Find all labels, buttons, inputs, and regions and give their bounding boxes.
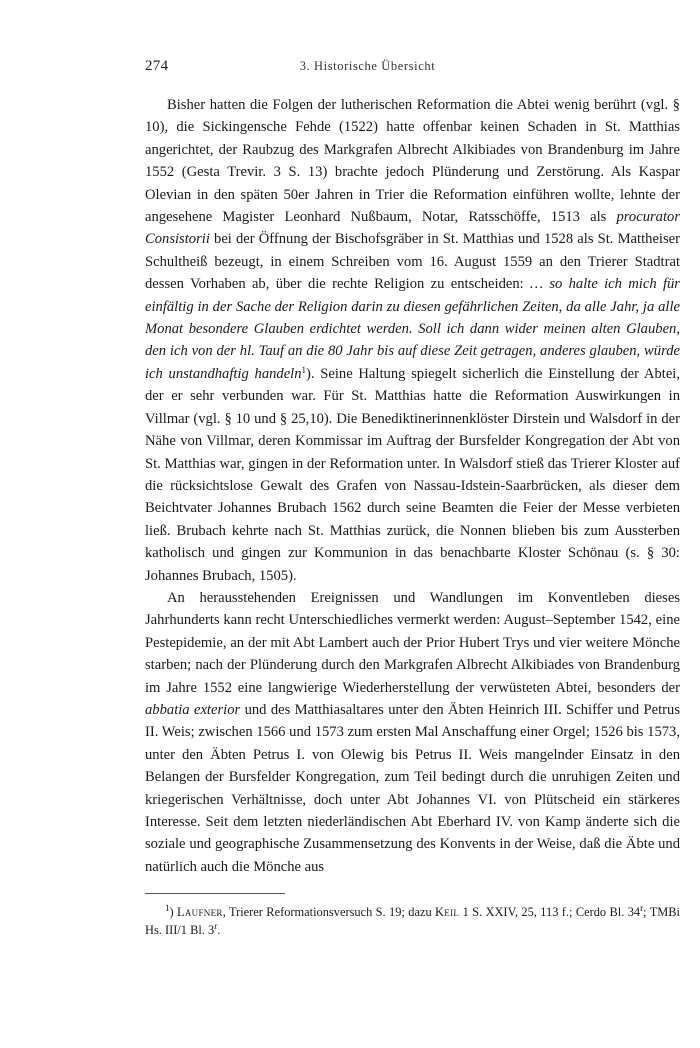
section-title: 3. Historische Übersicht: [299, 59, 436, 73]
italic-text: abbatia exterior: [145, 701, 241, 718]
text-run: ). Seine Haltung spiegelt sicherlich die Einstellung der Abtei, der er sehr verbunden war. Für St. Matthias hatte die Reformation Auswirkungen in Villmar (vgl. § 10 und § 25,10). Die Benediktinerinnenklöster Dirstein und Walsdorf in der Nähe von Villmar, deren Kommissar im Auftrag der Bursfelder Kongregation der Abt von St. Matthias war, gingen in der Reformation unter. In Walsdorf stieß das Trierer Kloster auf die rücksichtslose Gewalt des Grafen von Nassau-Idstein-Saarbrücken, als dieser dem Beichtvater Johannes Brubach 1562 durch seine Beamten die Feier der Messe verbieten ließ. Brubach kehrte nach St. Matthias zurück, die Nonnen blieben bis zum Aussterben katholisch und gingen zur Kommunion in das benachbarte Kloster Schönau (s. § 30: Johannes Brubach, 1505).: [145, 365, 680, 584]
footnote-rule: [145, 893, 285, 894]
body-text: [145, 94, 680, 878]
text-run: und des Matthiasaltares unter den Äbten Heinrich III. Schiffer und Petrus II. Weis; zwischen 1566 und 1573 zum ersten Mal Anschaffung einer Orgel; 1526 bis 1573, unter den Äbten Petrus I. von Olewig bis Petrus II. Weis mangelnder Einsatz in den Belangen der Bursfelder Kongregation, zum Teil bedingt durch die unruhigen Zeiten und kriegerischen Verhältnisse, doch unter Abt Johannes VI. von Plütscheid ein stärkeres Interesse. Seit dem letzten niederländischen Abt Eberhard IV. von Kamp änderte sich die soziale und geographische Zusammensetzung des Konvents in der Weise, daß die Äbte und natürlich auch die Mönche aus: [145, 701, 680, 875]
text-run: An herausstehenden Ereignissen und Wandlungen im Konventleben dieses Jahrhunderts kann recht Unterschiedliches vermerkt werden: August–September 1542, eine Pestepidemie, an der mit Abt Lambert auch der Prior Hubert Trys und vier weitere Mönche starben; nach der Plünderung durch den Markgrafen Albrecht Alkibiades von Brandenburg im Jahre 1552 eine langwierige Wiederherstellung der verwüsteten Abtei, besonders der: [145, 589, 680, 696]
text-run: , Trierer Reformationsversuch S. 19; dazu: [222, 905, 436, 919]
recto-marker: r: [640, 903, 644, 913]
paragraph: [145, 587, 680, 878]
text-run: bei der Öffnung der Bischofsgräber in St. Matthias und 1528 als St. Mattheiser Schultheiß bezeugt, in einem Schreiben vom 16. August 1559 an den Trierer Stadtrat dessen Vorhaben ab, über die rechte Religion zu entscheiden:: [145, 231, 680, 293]
footnote: $^1$) Laufner, Trierer Reformationsversuch S. 19; dazu Keil 1 S. XXIV, 25, 113 f.; Cerdo Bl. 34$^r$; TMBi Hs. III/1 Bl. 3$^r$.: [145, 903, 680, 937]
text-run: 1 S. XXIV, 25, 113 f.; Cerdo Bl. 34: [459, 905, 641, 919]
italic-text: … so halte ich mich für einfältig in der Sache der Religion darin zu diesen gefährlichen Zeiten, da alle Jahr, ja alle Monat besondere Glauben erdichtet werden. Soll ich dann wider meinen alten Glauben, den ich von der hl. Tauf an die 80 Jahr bis auf diese Zeit getragen, anderes glauben, würde ich unstandhaftig handeln: [145, 276, 680, 382]
footnote-marker: 1: [301, 364, 307, 375]
page-number: 274: [145, 58, 169, 74]
paragraph: [145, 94, 680, 587]
italic-text: procurator Consistorii: [145, 209, 680, 248]
text-run: Bisher hatten die Folgen der lutherischen Reformation die Abtei wenig berührt (vgl. § 10), die Sickingensche Fehde (1522) hatte offenbar keinen Schaden in St. Matthias angerichtet, der Raubzug des Markgrafen Albrecht Alkibiades von Brandenburg im Jahre 1552 (Gesta Trevir. 3 S. 13) brachte jedoch Plünderung und Zerstörung. Als Kaspar Olevian in den späten 50er Jahren in Trier die Reformation einführen wollte, lehnte der angesehene Magister Leonhard Nußbaum, Notar, Ratsschöffe, 1513 als: [145, 97, 680, 226]
author-name: Laufner: [177, 905, 223, 919]
footnote-number: 1: [165, 903, 170, 913]
author-name: Keil: [435, 905, 460, 919]
recto-marker: r: [214, 921, 218, 931]
text-run: ; TMBi Hs. III/1 Bl. 3: [145, 905, 680, 937]
text-run: .: [217, 923, 221, 937]
running-head: [145, 58, 590, 78]
